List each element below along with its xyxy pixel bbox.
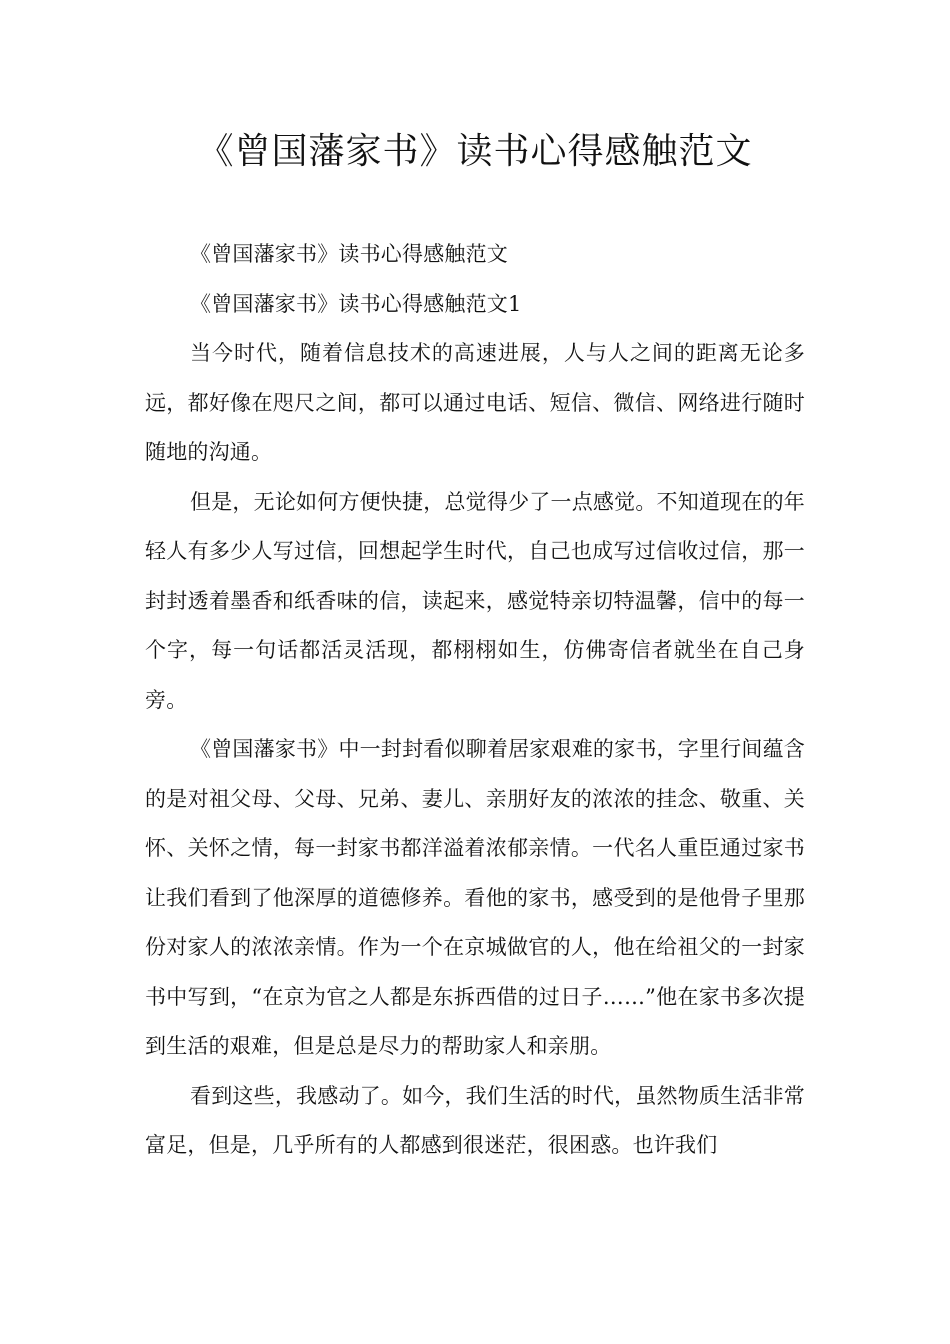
paragraph: 但是，无论如何方便快捷，总觉得少了一点感觉。不知道现在的年轻人有多少人写过信，回想起学生时代，自己也成写过信收过信，那一封封透着墨香和纸香味的信，读起来，感觉特亲切特温馨，信中的每一个字，每一句话都活灵活现，都栩栩如生，仿佛寄信者就坐在自己身旁。 — [145, 489, 805, 712]
paragraph: 《曾国藩家书》中一封封看似聊着居家艰难的家书，字里行间蕴含的是对祖父母、父母、兄弟、妻儿、亲朋好友的浓浓的挂念、敬重、关怀、关怀之情，每一封家书都洋溢着浓郁亲情。一代名人重臣通过家书让我们看到了他深厚的道德修养。看他的家书，感受到的是他骨子里那份对家人的浓浓亲情。作为一个在京城做官的人，他在给祖父的一封家书中写到，“在京为官之人都是东拆西借的过日子……”他在家书多次提到生活的艰难，但是总是尽力的帮助家人和亲朋。 — [145, 737, 805, 1058]
paragraph-section-heading: 《曾国藩家书》读书心得感触范文1 — [190, 291, 522, 316]
paragraph: 看到这些，我感动了。如今，我们生活的时代，虽然物质生活非常富足，但是，几乎所有的人都感到很迷茫，很困惑。也许我们 — [145, 1083, 805, 1157]
paragraph-subtitle: 《曾国藩家书》读书心得感触范文 — [190, 242, 508, 266]
document-title: 《曾国藩家书》读书心得感触范文 — [197, 131, 753, 172]
document-body — [145, 230, 805, 1171]
paragraph: 当今时代，随着信息技术的高速进展，人与人之间的距离无论多远，都好像在咫尺之间，都可以通过电话、短信、微信、网络进行随时随地的沟通。 — [145, 341, 805, 464]
